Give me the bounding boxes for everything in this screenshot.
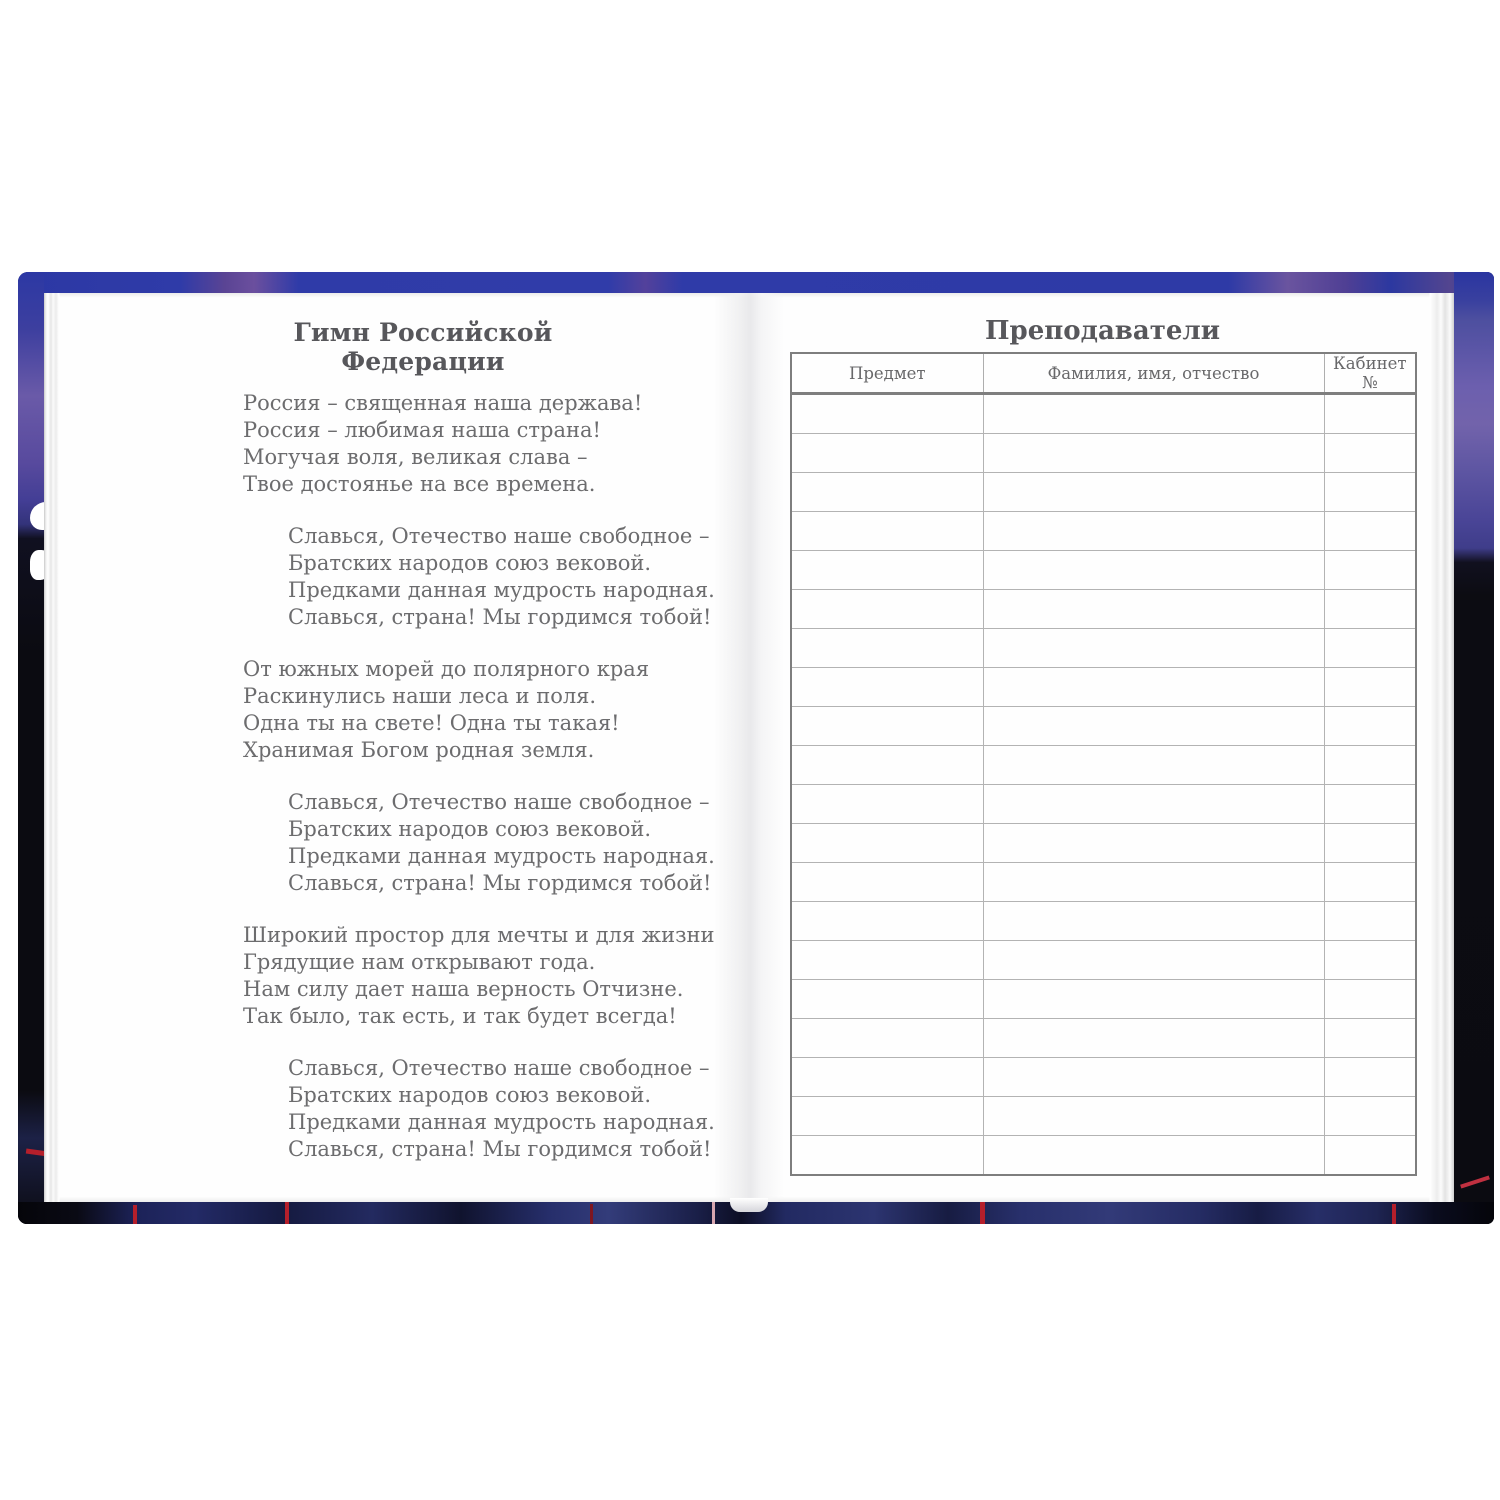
teachers-row (791, 668, 1416, 707)
anthem-line: Раскинулись наши леса и поля. (243, 684, 597, 708)
teachers-cell (791, 1058, 983, 1097)
teachers-cell (1324, 746, 1416, 785)
anthem-stanza (243, 922, 715, 1030)
anthem-line: Россия – любимая наша страна! (243, 418, 601, 442)
teachers-cell (1324, 590, 1416, 629)
teachers-cell (791, 941, 983, 980)
teachers-cell (791, 980, 983, 1019)
teachers-header-row (791, 353, 1416, 394)
teachers-cell (983, 785, 1324, 824)
teachers-cell (791, 707, 983, 746)
teachers-cell (1324, 785, 1416, 824)
teachers-cell (791, 629, 983, 668)
anthem-page-title: Гимн Российской Федерации (293, 318, 553, 376)
teachers-row (791, 590, 1416, 629)
teachers-cell (983, 980, 1324, 1019)
anthem-line: Нам силу дает наша верность Отчизне. (243, 977, 684, 1001)
teachers-cell (1324, 863, 1416, 902)
teachers-cell (791, 551, 983, 590)
teachers-cell (1324, 824, 1416, 863)
teachers-col-header: Предмет (791, 353, 983, 394)
teachers-row (791, 1097, 1416, 1136)
teachers-row (791, 902, 1416, 941)
anthem-chorus (243, 789, 715, 897)
teachers-cell (1324, 902, 1416, 941)
teachers-cell (791, 746, 983, 785)
teachers-row (791, 473, 1416, 512)
teachers-cell (1324, 512, 1416, 551)
teachers-cell (983, 941, 1324, 980)
anthem-stanza (243, 390, 673, 498)
teachers-cell (983, 551, 1324, 590)
teachers-row (791, 824, 1416, 863)
anthem-line: Славься, страна! Мы гордимся тобой! (288, 871, 712, 895)
anthem-line: Предками данная мудрость народная. (288, 1110, 715, 1134)
cover-left-edge (18, 272, 44, 1224)
teachers-row (791, 434, 1416, 473)
teachers-cell (983, 746, 1324, 785)
teachers-cell (791, 512, 983, 551)
anthem-line: Могучая воля, великая слава – (243, 445, 588, 469)
anthem-line: Братских народов союз вековой. (288, 817, 652, 841)
teachers-cell (1324, 980, 1416, 1019)
page-gutter-notch (730, 1198, 768, 1212)
teachers-cell (791, 863, 983, 902)
teachers-row (791, 785, 1416, 824)
teachers-cell (983, 1097, 1324, 1136)
teachers-cell (791, 590, 983, 629)
anthem-line: Предками данная мудрость народная. (288, 844, 715, 868)
teachers-row (791, 512, 1416, 551)
teachers-row (791, 1136, 1416, 1176)
teachers-cell (983, 1136, 1324, 1176)
teachers-row (791, 746, 1416, 785)
teachers-cell (1324, 394, 1416, 434)
teachers-cell (983, 824, 1324, 863)
anthem-line: Братских народов союз вековой. (288, 551, 652, 575)
anthem-line: Славься, Отечество наше свободное – (288, 524, 710, 548)
anthem-line: Так было, так есть, и так будет всегда! (243, 1004, 677, 1028)
cover-red-light-streak (133, 1205, 137, 1224)
cover-red-light-streak (285, 1202, 289, 1224)
teachers-row (791, 1058, 1416, 1097)
teachers-cell (1324, 707, 1416, 746)
teachers-cell (983, 1019, 1324, 1058)
teachers-cell (1324, 1097, 1416, 1136)
teachers-cell (983, 707, 1324, 746)
teachers-cell (983, 668, 1324, 707)
anthem-line: Славься, страна! Мы гордимся тобой! (288, 605, 712, 629)
teachers-row (791, 1019, 1416, 1058)
teachers-cell (1324, 1058, 1416, 1097)
teachers-cell (983, 394, 1324, 434)
teachers-cell (983, 902, 1324, 941)
teachers-cell (983, 863, 1324, 902)
anthem-line: От южных морей до полярного края (243, 657, 650, 681)
teachers-cell (983, 512, 1324, 551)
teachers-row (791, 707, 1416, 746)
cover-red-light-streak (980, 1202, 985, 1224)
teachers-cell (1324, 1019, 1416, 1058)
teachers-table (790, 352, 1417, 1176)
teachers-table-body (791, 394, 1416, 1176)
teachers-cell (1324, 1136, 1416, 1176)
anthem-line: Грядущие нам открывают года. (243, 950, 596, 974)
teachers-cell (1324, 551, 1416, 590)
open-diary-book (18, 272, 1494, 1224)
teachers-row (791, 863, 1416, 902)
teachers-cell (791, 394, 983, 434)
teachers-row (791, 551, 1416, 590)
anthem-line: Предками данная мудрость народная. (288, 578, 715, 602)
cover-right-edge (1454, 272, 1494, 1224)
anthem-chorus (243, 523, 715, 631)
cover-top-edge (18, 272, 1494, 293)
teachers-cell (791, 824, 983, 863)
teachers-cell (791, 1136, 983, 1176)
cover-red-light-streak (590, 1204, 593, 1224)
teachers-cell (1324, 629, 1416, 668)
teachers-row (791, 629, 1416, 668)
teachers-col-header: Фамилия, имя, отчество (983, 353, 1324, 394)
anthem-stanza (243, 656, 673, 764)
anthem-line: Одна ты на свете! Одна ты такая! (243, 711, 620, 735)
anthem-line: Славься, Отечество наше свободное – (288, 790, 710, 814)
teachers-cell (1324, 668, 1416, 707)
teachers-page-title: Преподаватели (984, 316, 1220, 346)
anthem-line: Россия – священная наша держава! (243, 391, 643, 415)
teachers-cell (983, 434, 1324, 473)
teachers-cell (983, 629, 1324, 668)
teachers-cell (791, 434, 983, 473)
anthem-line: Славься, страна! Мы гордимся тобой! (288, 1137, 712, 1161)
teachers-row (791, 941, 1416, 980)
anthem-line: Братских народов союз вековой. (288, 1083, 652, 1107)
teachers-cell (791, 473, 983, 512)
anthem-line: Славься, Отечество наше свободное – (288, 1056, 710, 1080)
teachers-cell (1324, 941, 1416, 980)
teachers-cell (791, 1019, 983, 1058)
teachers-cell (1324, 434, 1416, 473)
teachers-cell (1324, 473, 1416, 512)
teachers-col-header: Кабинет № (1324, 353, 1416, 394)
teachers-cell (791, 668, 983, 707)
teachers-cell (983, 1058, 1324, 1097)
teachers-cell (983, 590, 1324, 629)
teachers-cell (791, 785, 983, 824)
cover-red-light-streak (1392, 1204, 1396, 1224)
anthem-line: Широкий простор для мечты и для жизни (243, 923, 715, 947)
teachers-cell (791, 1097, 983, 1136)
anthem-line: Твое достоянье на все времена. (243, 472, 596, 496)
anthem-blocks (243, 390, 715, 1188)
cover-spine-seam (712, 1202, 715, 1224)
teachers-cell (983, 473, 1324, 512)
teachers-row (791, 980, 1416, 1019)
anthem-line: Хранимая Богом родная земля. (243, 738, 595, 762)
teachers-row (791, 394, 1416, 434)
teachers-cell (791, 902, 983, 941)
anthem-chorus (243, 1055, 715, 1163)
